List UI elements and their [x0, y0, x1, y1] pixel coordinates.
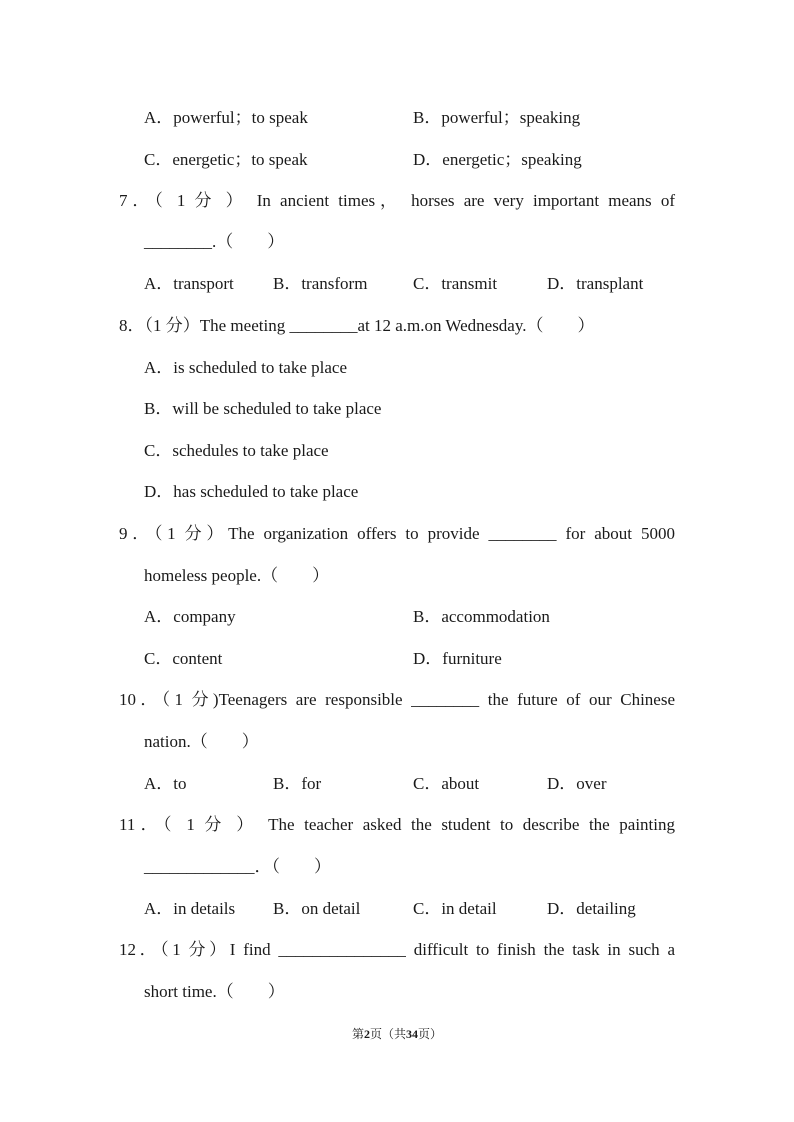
q9-option-b: B．accommodation [413, 607, 550, 626]
q11-option-a: A．in details [144, 899, 236, 918]
q9-stem-line2: homeless people.（ ） [144, 566, 330, 585]
footer-page-number: 2 [363, 1027, 370, 1041]
q10-stem-line2: nation.（ ） [144, 732, 259, 751]
q6-option-d: D．energetic；speaking [413, 150, 582, 169]
q7-option-c: C．transmit [413, 274, 498, 293]
footer-prefix: 第 [351, 1027, 364, 1041]
q10-stem-line1: 10．（1 分)Teenagers are responsible ________ the future of our Chinese [119, 690, 675, 709]
page-footer [0, 1026, 794, 1042]
footer-middle: 页（共 [369, 1027, 406, 1041]
q11-option-c: C．in detail [413, 899, 497, 918]
q6-option-c: C．energetic；to speak [144, 150, 308, 169]
q11-option-d: D．detailing [547, 899, 636, 918]
q10-option-a: A．to [144, 774, 187, 793]
q8-option-a: A．is scheduled to take place [144, 358, 347, 377]
q6-option-b: B．powerful；speaking [413, 108, 581, 127]
q8-option-b: B．will be scheduled to take place [144, 399, 382, 418]
q8-option-d: D．has scheduled to take place [144, 482, 359, 501]
q12-stem-line2: short time.（ ） [144, 982, 285, 1001]
q9-option-a: A．company [144, 607, 236, 626]
q10-option-c: C．about [413, 774, 480, 793]
footer-suffix: 页） [418, 1027, 443, 1041]
q7-stem-line2: ________.（ ） [144, 232, 285, 251]
q9-option-c: C．content [144, 649, 223, 668]
q8-stem-line1: 8．（1 分）The meeting ________at 12 a.m.on Wednesday.（ ） [119, 316, 595, 335]
q11-stem-line2: _____________．（ ） [144, 857, 331, 876]
q7-option-b: B．transform [273, 274, 368, 293]
q9-stem-line1: 9．（1 分）The organization offers to provide ________ for about 5000 [119, 524, 675, 543]
q7-option-a: A．transport [144, 274, 234, 293]
q9-option-d: D．furniture [413, 649, 502, 668]
q6-option-a: A．powerful；to speak [144, 108, 308, 127]
q10-option-b: B．for [273, 774, 322, 793]
q11-option-b: B．on detail [273, 899, 361, 918]
q12-stem-line1: 12．（1 分）I find _______________ difficult to finish the task in such a [119, 940, 675, 959]
q7-stem-line1: 7．（ 1 分 ） In ancient times， horses are very important means of [119, 191, 675, 210]
footer-total-pages: 34 [406, 1027, 418, 1041]
q8-option-c: C．schedules to take place [144, 441, 329, 460]
q11-stem-line1: 11．（ 1 分 ） The teacher asked the student to describe the painting [119, 815, 675, 834]
q7-option-d: D．transplant [547, 274, 644, 293]
q10-option-d: D．over [547, 774, 607, 793]
